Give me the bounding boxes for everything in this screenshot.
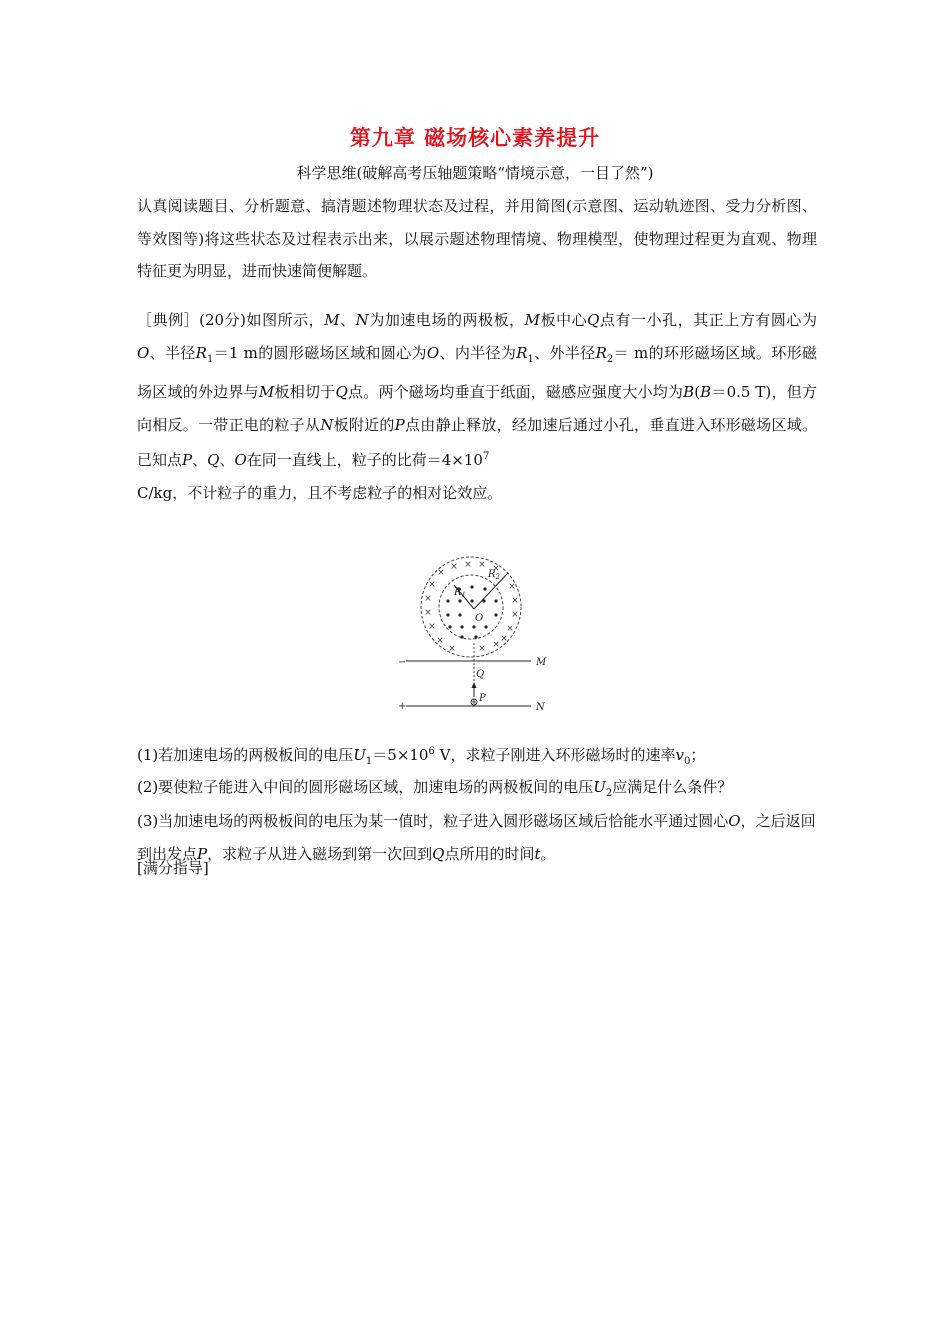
page-title: 第九章 磁场核心素养提升 (349, 126, 601, 150)
label-p: P (479, 693, 486, 704)
question-1: (1)若加速电场的两极板间的电压$U_1=5\times 10^6$ V，求粒子刚进入环形磁场时的速率$v_0$； (137, 746, 706, 767)
question-2: (2)要使粒子能进入中间的圆形磁场区域，加速电场的两极板间的电压$U_2$应满足什么条件？ (137, 778, 733, 799)
subtitle: 科学思维(破解高考压轴题策略“情境示意，一目了然”) (296, 164, 654, 182)
ring-field-cross-marks (424, 560, 519, 654)
svg-text:×: × (464, 560, 472, 570)
svg-text:×: × (506, 624, 514, 634)
svg-text:×: × (450, 562, 458, 572)
label-o: O (475, 613, 484, 624)
example-paragraph: ［典例］(20分)如图所示，M、N为加速电场的两极板，M板中心Q点有一小孔，其正上方有圆心为O、半径$R_1=1$ m的圆形磁场区域和圆心为O、内半径为$R_1$、外半径$R_2= m$的环形磁场区域。环形磁场区域的外边界与M板相切于Q点。两个磁场均垂直于纸面，磁感应强度大小均为B(B＝0.5 T)，但方向相反。一带正电的粒子从N板附近的P点由静止释放，经加速后通过小孔，垂直进入环形磁场区域。已知点P、Q、O在同一直线上，粒子的比荷$=4\times 10^7$ C/kg，不计粒子的重力，且不考虑粒子的相对论效应。 (137, 311, 817, 502)
magnetic-field-diagram (396, 555, 556, 715)
label-r2: $R_2$ (488, 569, 500, 581)
label-plus: + (398, 701, 407, 712)
label-n: N (536, 702, 545, 713)
svg-text:×: × (492, 564, 500, 574)
svg-text:×: × (511, 596, 519, 606)
svg-text:×: × (428, 580, 436, 590)
svg-text:×: × (436, 636, 444, 646)
label-m: M (536, 657, 547, 668)
svg-text:×: × (437, 568, 445, 578)
inner-boundary-circle (439, 575, 503, 639)
svg-text:×: × (478, 560, 486, 570)
svg-text:×: × (478, 644, 486, 654)
svg-text:×: × (424, 594, 432, 604)
svg-text:×: × (428, 622, 436, 632)
intro-paragraph: 认真阅读题目、分析题意、搞清题述物理状态及过程，并用简图(示意图、运动轨迹图、受力分析图、等效图等)将这些状态及过程表示出来，以展示题述物理情境、物理模型，使物理过程更为直观、物理特征更为明显，进而快速简便解题。 (137, 197, 817, 280)
question-3: (3)当加速电场的两极板间的电压为某一值时，粒子进入圆形磁场区域后恰能水平通过圆心O，之后返回到出发点P，求粒子从进入磁场到第一次回到Q点所用的时间t。 (137, 812, 816, 863)
svg-text:×: × (508, 582, 516, 592)
svg-text:×: × (492, 640, 500, 650)
label-minus: − (398, 657, 407, 668)
label-q: Q (476, 669, 485, 680)
svg-text:×: × (500, 634, 508, 644)
full-score-guide-heading: [满分指导] (137, 859, 209, 877)
svg-text:×: × (511, 610, 519, 620)
svg-text:×: × (424, 608, 432, 618)
label-r1: $R_1$ (454, 587, 466, 599)
svg-text:×: × (448, 644, 456, 654)
